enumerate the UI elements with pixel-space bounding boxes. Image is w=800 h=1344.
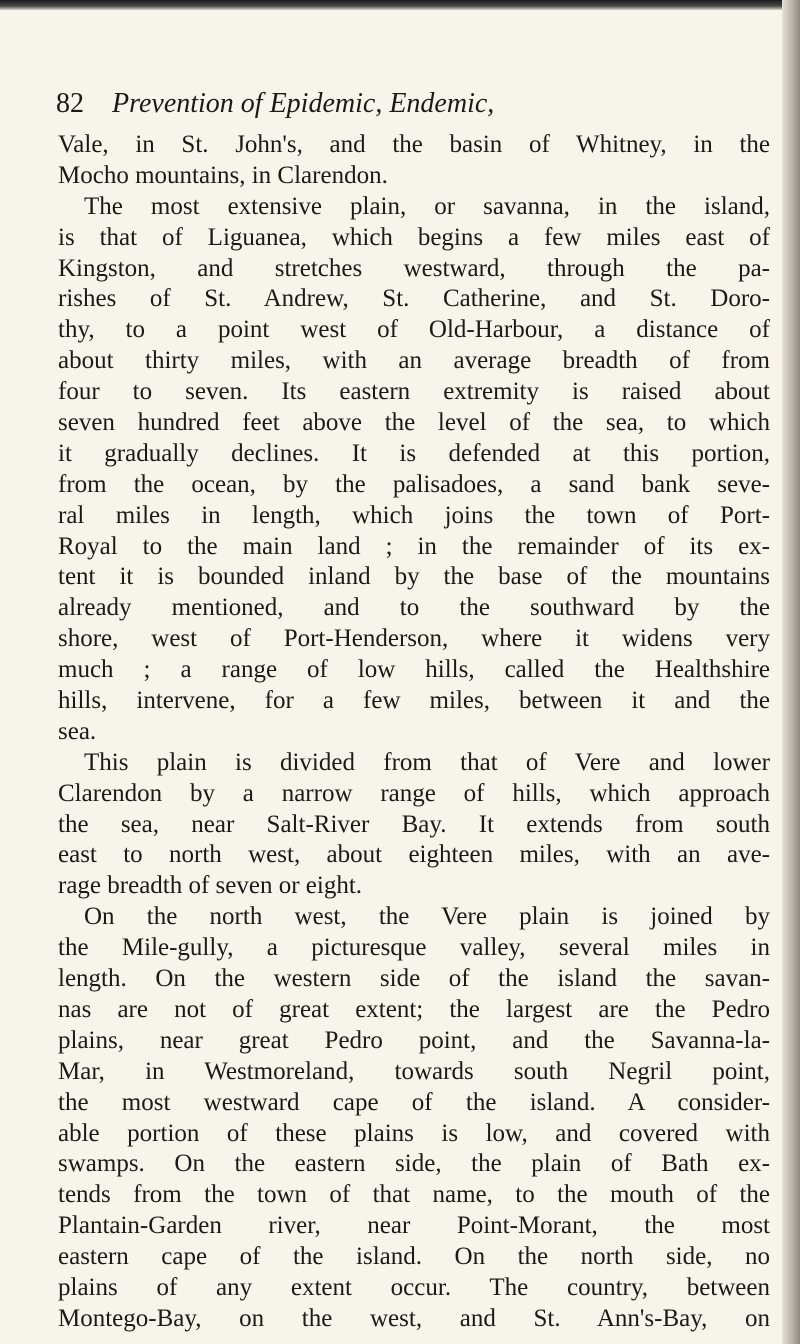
text-line: On the north west, the Vere plain is joined by	[84, 903, 770, 931]
text-line: Vale, in St. John's, and the basin of Whitney, in the	[58, 131, 770, 158]
text-line: is that of Liguanea, which begins a few miles east of	[58, 223, 770, 251]
text-line: plains, near great Pedro point, and the Savanna-la-	[58, 1026, 770, 1054]
text-line: Plantain-Garden river, near Point-Morant, the most	[58, 1212, 770, 1240]
text-line: the most westward cape of the island. A consider-	[58, 1088, 770, 1116]
text-line: hills, intervene, for a few miles, between it and the	[58, 687, 770, 715]
text-line: east to north west, about eighteen miles, with an ave-	[58, 841, 770, 869]
text-line: Mocho mountains, in Clarendon.	[58, 161, 388, 189]
text-line: tends from the town of that name, to the mouth of the	[58, 1181, 770, 1209]
text-line: the sea, near Salt-River Bay. It extends from south	[58, 810, 770, 838]
text-line: The most extensive plain, or savanna, in the island,	[84, 192, 770, 220]
text-line: plains of any extent occur. The country, between	[58, 1273, 770, 1301]
page-right-edge	[782, 0, 800, 1344]
text-line: Kingston, and stretches westward, through the pa-	[58, 254, 770, 282]
text-line: able portion of these plains is low, and covered with	[58, 1119, 770, 1147]
text-line: Mar, in Westmoreland, towards south Negril point,	[58, 1057, 770, 1085]
text-line: already mentioned, and to the southward by the	[58, 594, 770, 622]
text-line: nas are not of great extent; the largest are the Pedro	[58, 995, 770, 1023]
body-text	[58, 130, 770, 1335]
text-line: the Mile-gully, a picturesque valley, several miles in	[58, 934, 770, 962]
text-line: shore, west of Port-Henderson, where it widens very	[58, 625, 770, 653]
text-line: much ; a range of low hills, called the Healthshire	[58, 656, 770, 684]
text-line: rishes of St. Andrew, St. Catherine, and St. Doro-	[58, 285, 770, 313]
text-line: ral miles in length, which joins the town of Port-	[58, 501, 770, 529]
text-line: tent it is bounded inland by the base of the mountains	[58, 563, 770, 591]
text-line: about thirty miles, with an average breadth of from	[58, 347, 770, 375]
running-title: Prevention of Epidemic, Endemic,	[112, 88, 495, 119]
text-line: length. On the western side of the island the savan-	[58, 965, 770, 993]
text-line: eastern cape of the island. On the north side, no	[58, 1243, 770, 1271]
text-line: swamps. On the eastern side, the plain of Bath ex-	[58, 1150, 770, 1178]
text-line: sea.	[58, 717, 97, 745]
text-line: seven hundred feet above the level of the sea, to which	[58, 409, 770, 437]
text-line: it gradually declines. It is defended at this portion,	[58, 439, 770, 467]
text-line: from the ocean, by the palisadoes, a sand bank seve-	[58, 470, 770, 498]
text-line: Montego-Bay, on the west, and St. Ann's-Bay, on	[58, 1304, 770, 1332]
text-line: Clarendon by a narrow range of hills, which approach	[58, 779, 770, 807]
text-line: four to seven. Its eastern extremity is raised about	[58, 378, 770, 406]
running-head	[56, 86, 776, 122]
text-line: Royal to the main land ; in the remainder of its ex-	[58, 532, 770, 560]
text-line: rage breadth of seven or eight.	[58, 872, 363, 900]
text-line: thy, to a point west of Old-Harbour, a distance of	[58, 316, 770, 344]
page-number: 82	[56, 88, 84, 119]
text-line: This plain is divided from that of Vere and lower	[84, 748, 770, 776]
